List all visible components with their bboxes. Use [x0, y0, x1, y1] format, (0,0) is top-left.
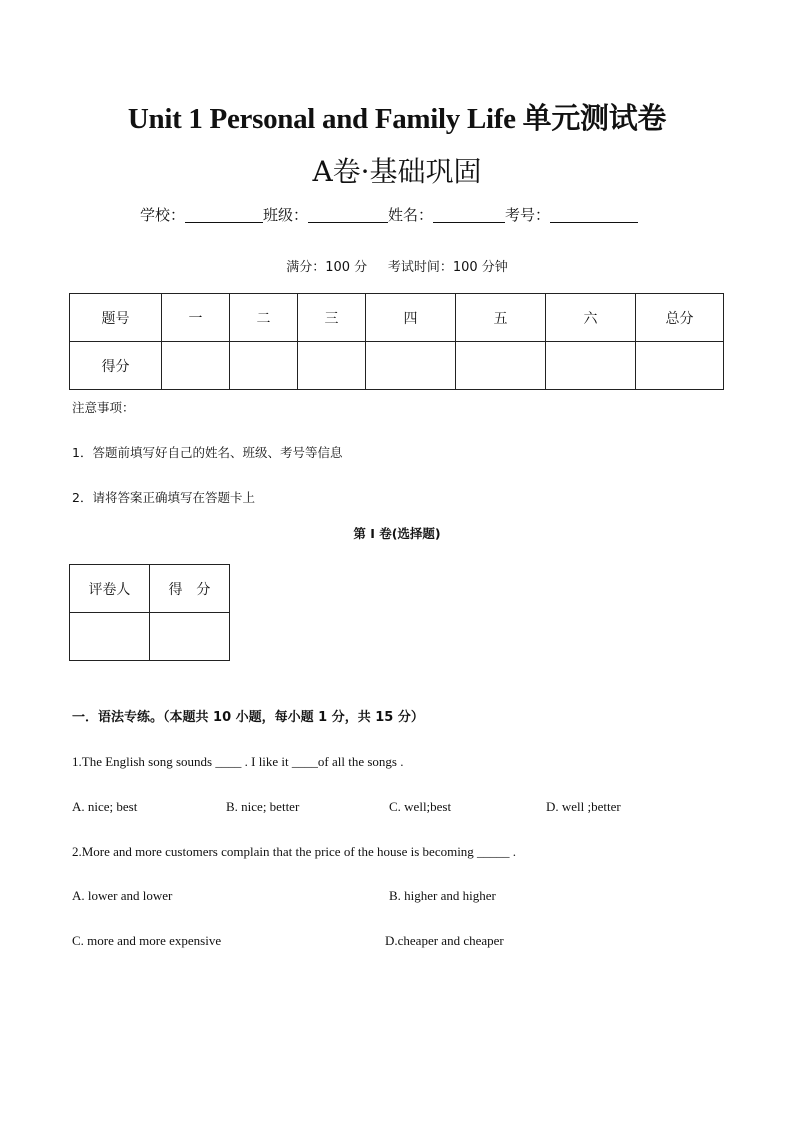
score-cell[interactable]	[230, 342, 298, 390]
name-label: 姓名：	[388, 206, 434, 224]
option-b[interactable]: B. higher and higher	[389, 888, 496, 903]
class-label: 班级：	[263, 206, 309, 224]
page-subtitle: A卷·基础巩固	[312, 155, 482, 188]
note-item: 2．请将答案正确填写在答题卡上	[72, 490, 255, 505]
option-d[interactable]: D. well ;better	[546, 799, 621, 814]
note-item: 1．答题前填写好自己的姓名、班级、考号等信息	[72, 445, 343, 460]
score-header-cell: 五	[456, 294, 546, 342]
score-cell[interactable]	[162, 342, 230, 390]
option-a[interactable]: A. lower and lower	[72, 888, 173, 903]
score-table-header-row	[70, 294, 724, 342]
option-c[interactable]: C. more and more expensive	[72, 933, 222, 948]
score-table-score-row	[70, 342, 724, 390]
grader-header-row	[70, 565, 230, 613]
option-d[interactable]: D.cheaper and cheaper	[385, 933, 504, 948]
score-cell[interactable]	[366, 342, 456, 390]
school-blank[interactable]	[185, 207, 263, 223]
question-stem: 2.More and more customers complain that the price of the house is becoming _____ .	[72, 844, 517, 859]
score-table	[69, 293, 724, 390]
exam-no-label: 考号：	[505, 206, 551, 224]
name-blank[interactable]	[433, 207, 505, 223]
grader-score-label: 得 分	[149, 565, 229, 613]
score-header-cell: 二	[230, 294, 298, 342]
school-label: 学校：	[140, 206, 186, 224]
grader-table	[69, 564, 230, 661]
class-blank[interactable]	[308, 207, 388, 223]
exam-no-blank[interactable]	[550, 207, 638, 223]
question-stem: 1.The English song sounds ____ . I like it ____of all the songs .	[72, 754, 404, 769]
grader-reviewer-label: 评卷人	[70, 565, 150, 613]
score-header-cell: 题号	[70, 294, 162, 342]
option-c[interactable]: C. well;best	[389, 799, 452, 814]
score-cell[interactable]	[298, 342, 366, 390]
page-title: Unit 1 Personal and Family Life 单元测试卷	[127, 103, 667, 135]
grader-score-cell[interactable]	[149, 613, 229, 661]
score-header-cell: 六	[546, 294, 636, 342]
score-header-cell: 总分	[636, 294, 724, 342]
part-heading: 一．语法专练。（本题共 10 小题，每小题 1 分，共 15 分）	[72, 710, 424, 725]
option-a[interactable]: A. nice; best	[72, 799, 138, 814]
score-row-label: 得分	[70, 342, 162, 390]
score-header-cell: 三	[298, 294, 366, 342]
grader-entry-row	[70, 613, 230, 661]
student-info-line	[140, 204, 638, 225]
score-cell[interactable]	[636, 342, 724, 390]
section-title: 第 I 卷(选择题)	[353, 526, 441, 541]
score-cell[interactable]	[456, 342, 546, 390]
score-header-cell: 一	[162, 294, 230, 342]
score-time-line: 满分：100 分 考试时间：100 分钟	[286, 260, 508, 275]
notes-title: 注意事项：	[72, 400, 135, 415]
score-cell[interactable]	[546, 342, 636, 390]
grader-reviewer-cell[interactable]	[70, 613, 150, 661]
option-b[interactable]: B. nice; better	[226, 799, 300, 814]
score-header-cell: 四	[366, 294, 456, 342]
